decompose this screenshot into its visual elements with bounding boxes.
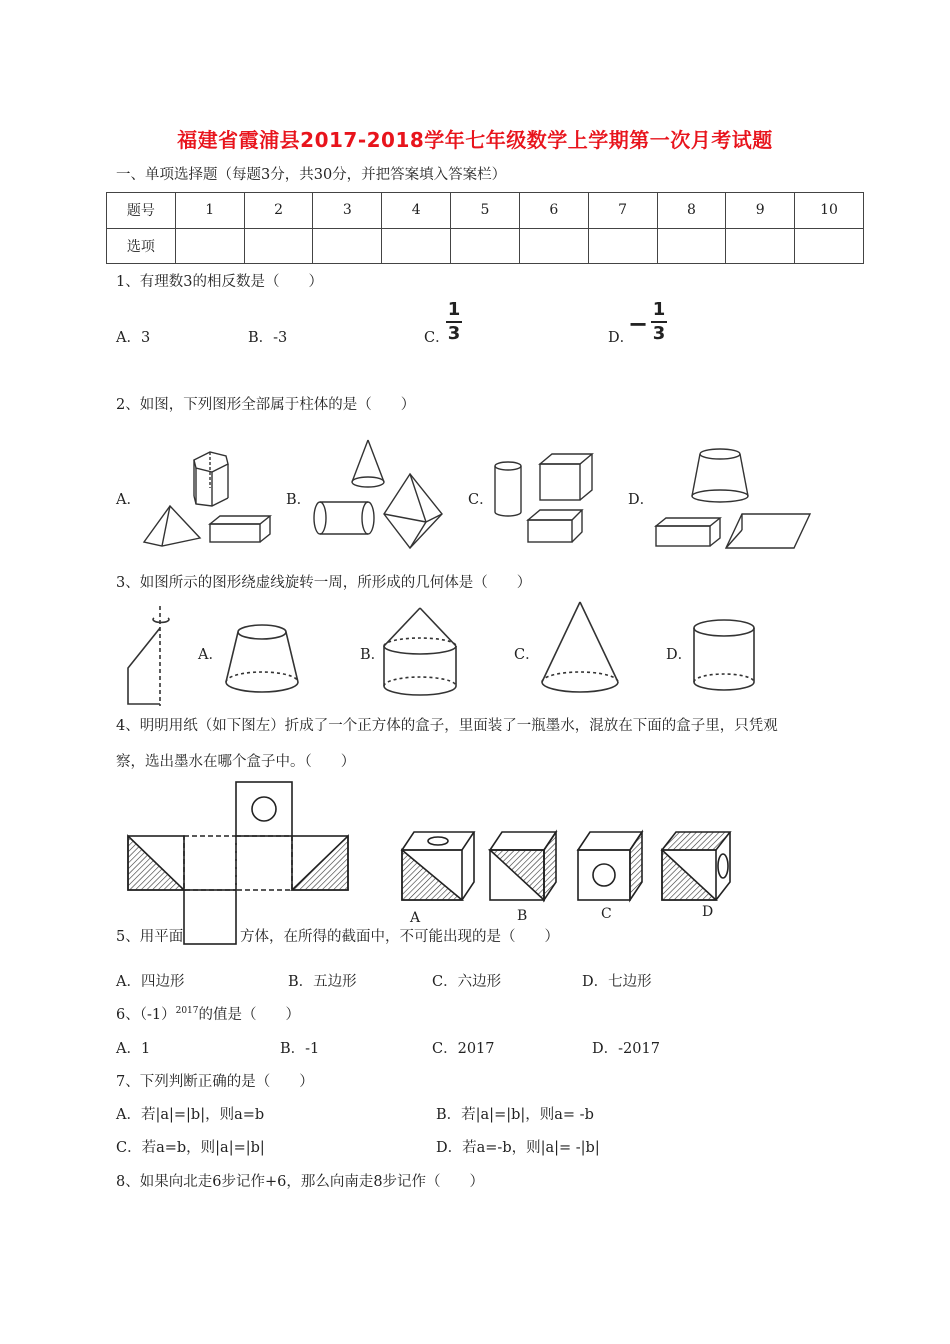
question-7-option-b: B．若|a|=|b|，则a= -b — [436, 1107, 594, 1123]
answer-cell[interactable] — [382, 228, 451, 264]
answer-cell[interactable] — [588, 228, 657, 264]
question-4-stem-line1: 4、明明用纸（如下图左）折成了一个正方体的盒子，里面装了一瓶墨水，混放在下面的盒子里，只凭观 — [116, 718, 778, 734]
question-6-base: 6、（-1） — [116, 1007, 176, 1023]
answer-cell[interactable] — [726, 228, 795, 264]
question-1-stem: 1、有理数3的相反数是（ ） — [116, 274, 323, 290]
question-6-stem — [116, 1003, 300, 1024]
question-number-cell: 3 — [313, 193, 382, 229]
question-5-stem-left: 5、用平面 — [116, 929, 184, 945]
fraction-numerator: 1 — [447, 299, 461, 320]
question-1-option-b: B．-3 — [248, 330, 288, 346]
section-heading: 一、单项选择题（每题3分，共30分，并把答案填入答案栏） — [116, 167, 507, 183]
cube-shape — [540, 454, 592, 500]
option-label-d: D — [702, 904, 714, 920]
answer-cell[interactable] — [519, 228, 588, 264]
question-2-option-a: A． — [116, 492, 141, 508]
answer-cell[interactable] — [175, 228, 244, 264]
question-3-rotation-figure — [120, 598, 770, 708]
question-1-option-d: D． — [608, 330, 635, 346]
table-row — [107, 193, 864, 229]
question-number-cell: 9 — [726, 193, 795, 229]
table-row — [107, 228, 864, 264]
cube-option-a-shape — [402, 832, 474, 900]
fraction-neg-one-third — [651, 300, 667, 344]
question-2-solids-figure — [130, 430, 820, 560]
question-6-option-b: B．-1 — [280, 1041, 320, 1057]
minus-sign: − — [628, 310, 649, 338]
question-6-option-d: D．-2017 — [592, 1041, 660, 1057]
question-5-option-a: A．四边形 — [116, 974, 185, 990]
question-5-stem-right: 方体，在所得的截面中，不可能出现的是（ ） — [240, 929, 559, 945]
frustum-shape — [692, 449, 748, 502]
question-6-exponent: 2017 — [175, 1006, 199, 1017]
rotation-shape — [128, 606, 169, 706]
hexagonal-prism-shape — [194, 452, 228, 506]
long-cuboid-shape — [656, 518, 720, 546]
question-7-option-c: C．若a=b，则|a|=|b| — [116, 1140, 265, 1156]
answer-cell[interactable] — [795, 228, 864, 264]
cylinder-option-d-shape — [694, 620, 754, 690]
question-3-option-a: A． — [198, 647, 223, 663]
table-header-cell: 题号 — [107, 193, 176, 229]
option-label-a: A — [410, 910, 421, 926]
question-1-option-c: C． — [424, 330, 450, 346]
question-4-stem-line2: 察，选出墨水在哪个盒子中。（ ） — [116, 754, 356, 770]
fraction-denominator: 3 — [652, 323, 666, 344]
parallelepiped-shape — [726, 514, 810, 548]
question-3-option-d: D． — [666, 647, 693, 663]
pyramid-shape — [144, 506, 200, 546]
cube-option-c-shape — [578, 832, 642, 900]
question-7-option-d: D．若a=-b，则|a|= -|b| — [436, 1140, 600, 1156]
question-number-cell: 4 — [382, 193, 451, 229]
fraction-denominator: 3 — [447, 323, 461, 344]
answer-cell[interactable] — [451, 228, 520, 264]
cone-option-c-shape — [542, 602, 618, 692]
slanted-prism-shape — [528, 510, 582, 542]
question-1-option-a: A．3 — [116, 330, 151, 346]
answer-cell[interactable] — [657, 228, 726, 264]
question-number-cell: 1 — [175, 193, 244, 229]
question-number-cell: 10 — [795, 193, 864, 229]
horizontal-cylinder-shape — [314, 502, 374, 534]
fraction-numerator: 1 — [652, 299, 666, 320]
cube-net-shape — [128, 782, 348, 944]
question-number-cell: 6 — [519, 193, 588, 229]
answer-cell[interactable] — [313, 228, 382, 264]
answer-cell[interactable] — [244, 228, 313, 264]
question-2-stem: 2、如图，下列图形全部属于柱体的是（ ） — [116, 397, 416, 413]
vertical-cylinder-shape — [495, 462, 521, 516]
question-5-option-d: D．七边形 — [582, 974, 652, 990]
question-6-option-c: C．2017 — [432, 1041, 495, 1057]
question-5-option-b: B．五边形 — [288, 974, 357, 990]
option-label-c: C — [601, 906, 612, 922]
question-2-option-c: C． — [468, 492, 494, 508]
question-8-stem: 8、如果向北走6步记作+6，那么向南走8步记作（ ） — [116, 1174, 485, 1190]
octahedron-shape — [384, 474, 442, 548]
question-6-option-a: A．1 — [116, 1041, 151, 1057]
frustum-option-a-shape — [226, 625, 298, 692]
question-number-cell: 8 — [657, 193, 726, 229]
table-header-cell: 选项 — [107, 228, 176, 264]
page-title: 福建省霞浦县2017-2018学年七年级数学上学期第一次月考试题 — [177, 128, 773, 152]
question-2-option-b: B． — [286, 492, 312, 508]
question-7-option-a: A．若|a|=|b|，则a=b — [116, 1107, 265, 1123]
question-number-cell: 7 — [588, 193, 657, 229]
question-5-option-c: C．六边形 — [432, 974, 502, 990]
question-6-tail: 的值是（ ） — [198, 1007, 301, 1023]
question-7-stem: 7、下列判断正确的是（ ） — [116, 1074, 314, 1090]
question-3-option-b: B． — [360, 647, 386, 663]
cube-option-b-shape — [490, 832, 556, 900]
option-label-b: B — [517, 908, 528, 924]
cone-shape — [352, 440, 384, 487]
question-3-option-c: C． — [514, 647, 540, 663]
cuboid-shape — [210, 516, 270, 542]
cone-on-cylinder-option-b-shape — [384, 608, 456, 695]
question-3-stem: 3、如图所示的图形绕虚线旋转一周，所形成的几何体是（ ） — [116, 575, 532, 591]
question-2-option-d: D． — [628, 492, 655, 508]
answer-table — [106, 192, 864, 264]
question-number-cell: 2 — [244, 193, 313, 229]
question-number-cell: 5 — [451, 193, 520, 229]
fraction-one-third — [446, 300, 462, 344]
cube-option-d-shape — [662, 832, 730, 900]
